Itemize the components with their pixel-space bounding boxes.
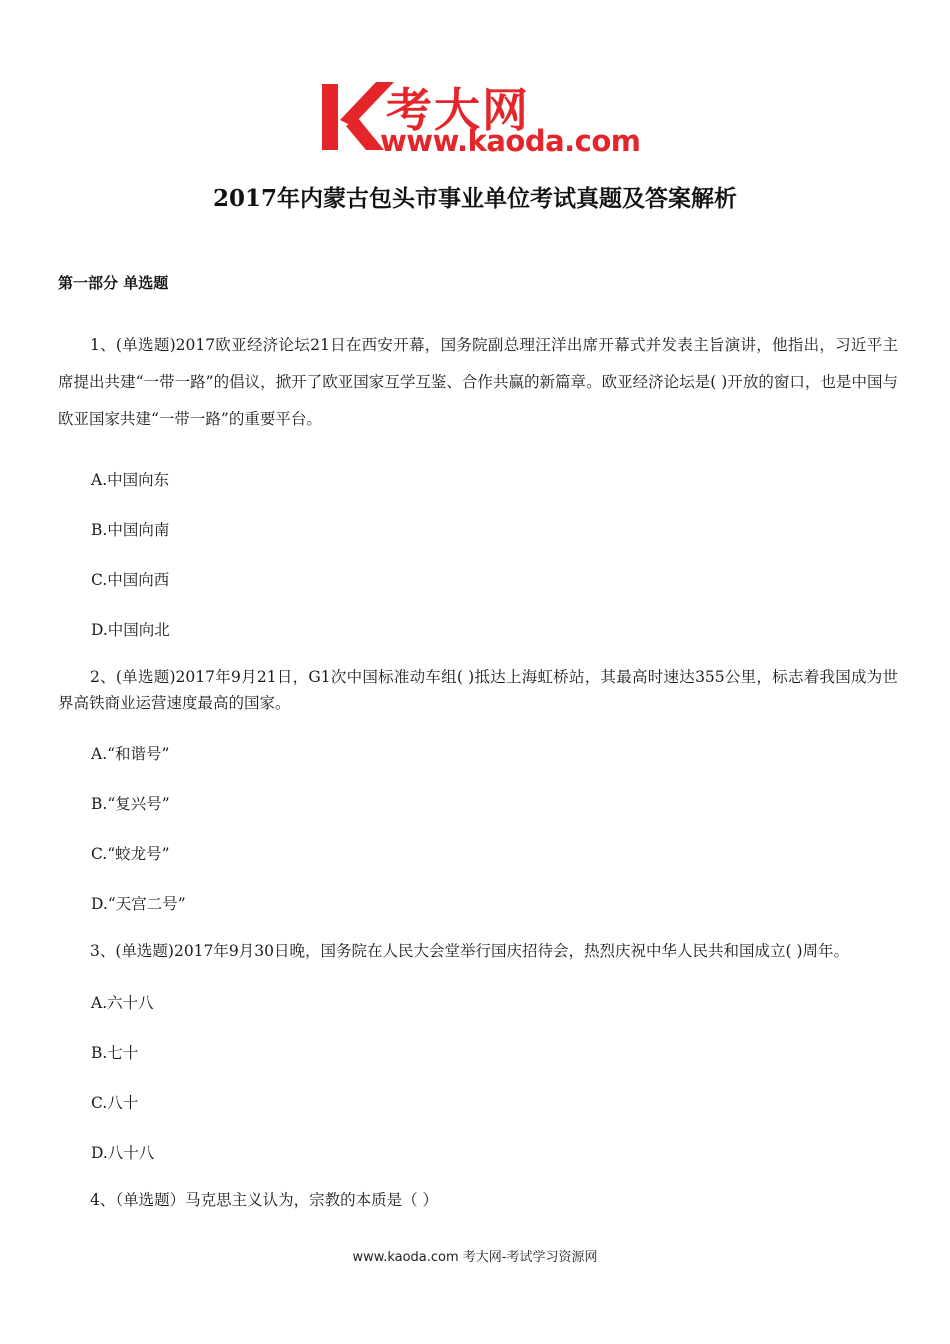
question-3-text: 3、(单选题)2017年9月30日晚，国务院在人民大会堂举行国庆招待会，热烈庆祝中华人民共和国成立( )周年。 [90,942,850,960]
document-title: 2017年内蒙古包头市事业单位考试真题及答案解析 [212,185,737,212]
section-heading: 第一部分 单选题 [58,274,169,292]
logo-url-text: www.kaoda.com [380,124,641,158]
question-2-option-a: A.“和谐号” [91,745,170,763]
question-2-option-b: B.“复兴号” [91,795,170,813]
question-2-text: 2、(单选题)2017年9月21日，G1次中国标准动车组( )抵达上海虹桥站，其最高时速达355公里，标志着我国成为世界高铁商业运营速度最高的国家。 [58,668,898,712]
question-1-option-a: A.中国向东 [91,471,170,489]
question-1-text: 1、(单选题)2017欧亚经济论坛21日在西安开幕，国务院副总理汪洋出席开幕式并发表主旨演讲，他指出，习近平主席提出共建“一带一路”的倡议，掀开了欧亚国家互学互鉴、合作共赢的新篇章。欧亚经济论坛是( )开放的窗口，也是中国与欧亚国家共建“一带一路”的重要平台。 [58,336,898,428]
question-2-option-d: D.“天宫二号” [91,895,186,913]
page-footer: www.kaoda.com 考大网-考试学习资源网 [352,1250,598,1265]
question-3-option-c: C.八十 [91,1094,139,1112]
question-1-option-d: D.中国向北 [91,621,170,639]
logo-brand-text: 考大网 [386,83,530,137]
question-3-option-b: B.七十 [91,1044,139,1062]
question-3-option-a: A.六十八 [91,994,154,1012]
question-1-option-c: C.中国向西 [91,571,170,589]
question-3-option-d: D.八十八 [91,1144,155,1162]
question-1-option-b: B.中国向南 [91,521,170,539]
kaoda-logo [318,78,641,160]
question-4-text: 4、（单选题）马克思主义认为，宗教的本质是（ ） [90,1191,439,1209]
question-2-option-c: C.“蛟龙号” [91,845,170,863]
